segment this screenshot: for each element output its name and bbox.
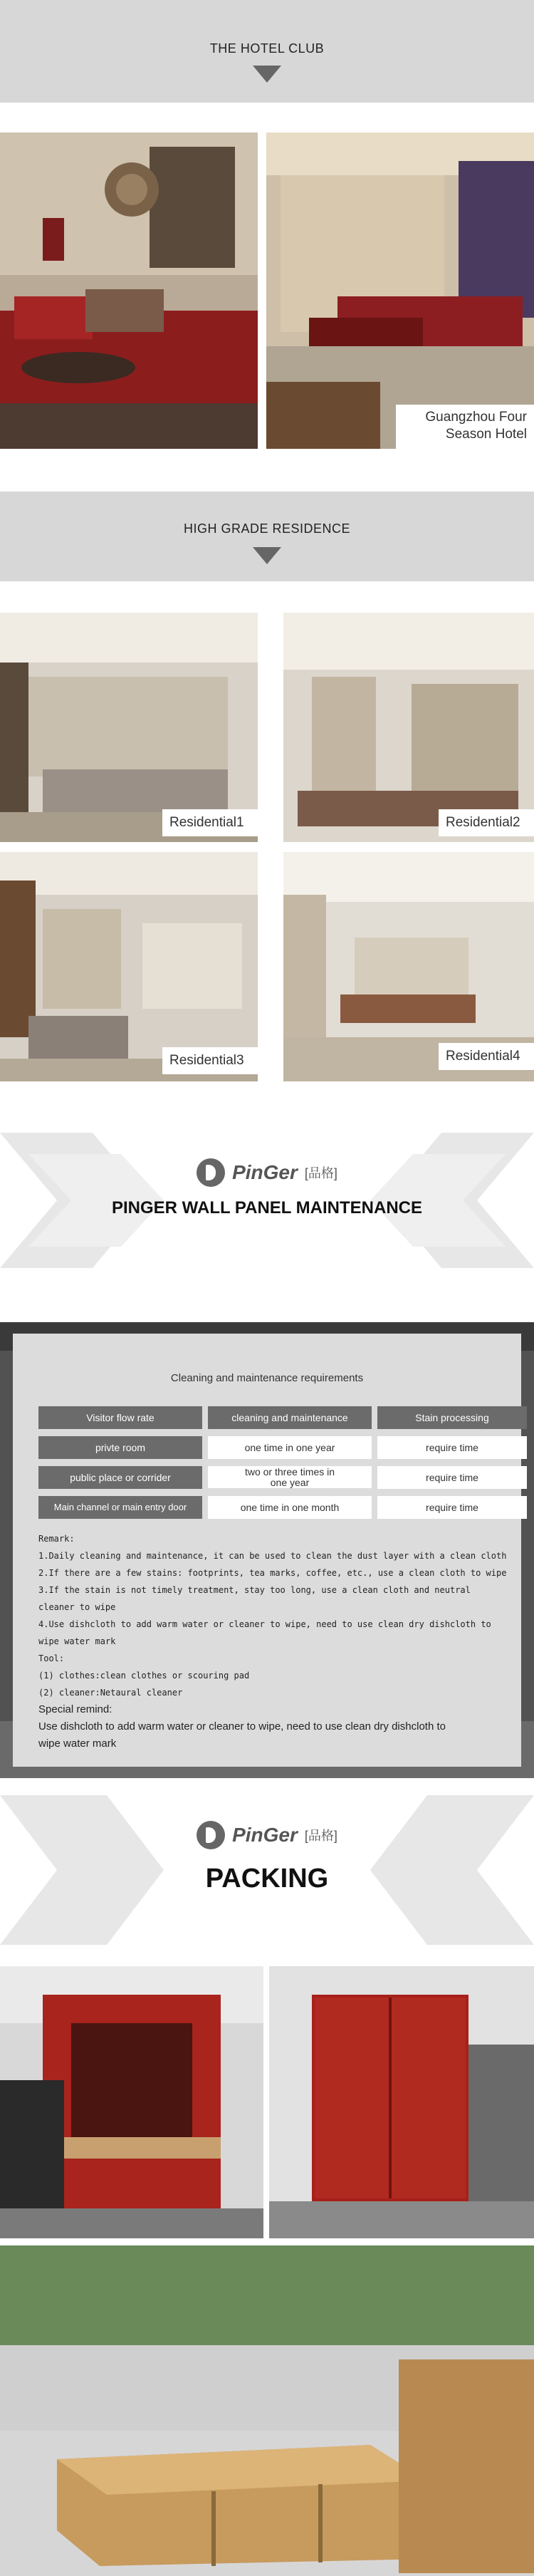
special-remind-line: wipe water mark: [38, 1738, 117, 1750]
table-cell: one time in one year: [208, 1436, 372, 1459]
table-title: Cleaning and maintenance requirements: [170, 1372, 364, 1384]
hotel-caption-text: Guangzhou Four Season Hotel: [425, 410, 527, 442]
table-cell: privte room: [38, 1436, 202, 1459]
remark-line: cleaner to wipe: [38, 1602, 116, 1612]
maintenance-title: PINGER WALL PANEL MAINTENANCE: [111, 1198, 423, 1217]
brand-cn: [品格]: [304, 1829, 337, 1843]
table-cell: public place or corrider: [38, 1466, 202, 1489]
pinger-logo-icon: [197, 1158, 225, 1187]
packing-header: [0, 1795, 534, 1945]
special-remind-line: Special remind:: [38, 1703, 112, 1715]
hotel-photo-lounge: [0, 133, 258, 449]
remark-line: 2.If there are a few stains: footprints, tea marks, coffee, etc., use a clean cloth to wipe: [38, 1568, 507, 1578]
table-cell: Main channel or main entry door: [38, 1496, 202, 1519]
table-header-cell: cleaning and maintenance: [208, 1406, 372, 1429]
section-title: HIGH GRADE RESIDENCE: [183, 521, 351, 536]
residence-tag-4: Residential4: [439, 1043, 534, 1070]
maintenance-header: [0, 1133, 534, 1268]
brand-name: PinGer: [232, 1161, 298, 1183]
hotel-photo-room: [266, 133, 534, 449]
maintenance-notes: [38, 1530, 508, 1752]
hotel-caption: [396, 405, 534, 450]
remark-line: 3.If the stain is not timely treatment, stay too long, use a clean cloth and neutral: [38, 1585, 471, 1595]
table-cell: require time: [377, 1496, 527, 1519]
remark-line: 4.Use dishcloth to add warm water or cleaner to wipe, need to use clean dry dishcloth to: [38, 1619, 491, 1629]
residence-tag-1: Residential1: [162, 809, 259, 836]
pinger-logo: [0, 1821, 534, 1849]
arrow-down-icon: [253, 66, 281, 83]
residence-tag-2: Residential2: [439, 809, 534, 836]
remark-line: Remark:: [38, 1534, 75, 1544]
table-cell: require time: [377, 1466, 527, 1489]
remark-line: Tool:: [38, 1653, 65, 1663]
packing-photo-container: [269, 1966, 534, 2238]
remark-line: wipe water mark: [38, 1636, 116, 1646]
table-cell: require time: [377, 1436, 527, 1459]
table-cell: one time in one month: [208, 1496, 372, 1519]
pinger-logo: [0, 1158, 534, 1187]
maintenance-panel: [13, 1334, 521, 1767]
brand-name: PinGer: [232, 1824, 298, 1846]
section-title: THE HOTEL CLUB: [209, 41, 325, 56]
pinger-logo-icon: [197, 1821, 225, 1849]
table-cell: two or three times in one year: [208, 1466, 372, 1488]
packing-photo-crate: [0, 2245, 534, 2576]
brand-cn: [品格]: [304, 1166, 337, 1180]
arrow-down-icon: [253, 547, 281, 564]
packing-photo-loading: [0, 1966, 263, 2238]
residence-photo-2: [283, 613, 534, 842]
residence-photo-1: [0, 613, 258, 842]
special-remind-line: Use dishcloth to add warm water or cleaner to wipe, need to use clean dry dishcloth to: [38, 1720, 446, 1733]
table-header-cell: Visitor flow rate: [38, 1406, 202, 1429]
hotel-club-banner: [0, 0, 534, 103]
residence-tag-3: Residential3: [162, 1047, 259, 1074]
remark-line: 1.Daily cleaning and maintenance, it can be used to clean the dust layer with a clean cloth: [38, 1551, 507, 1561]
remark-line: (2) cleaner:Netaural cleaner: [38, 1688, 183, 1698]
residence-banner: [0, 492, 534, 581]
packing-title: PACKING: [205, 1864, 329, 1894]
table-header-cell: Stain processing: [377, 1406, 527, 1429]
remark-line: (1) clothes:clean clothes or scouring pad: [38, 1671, 250, 1681]
